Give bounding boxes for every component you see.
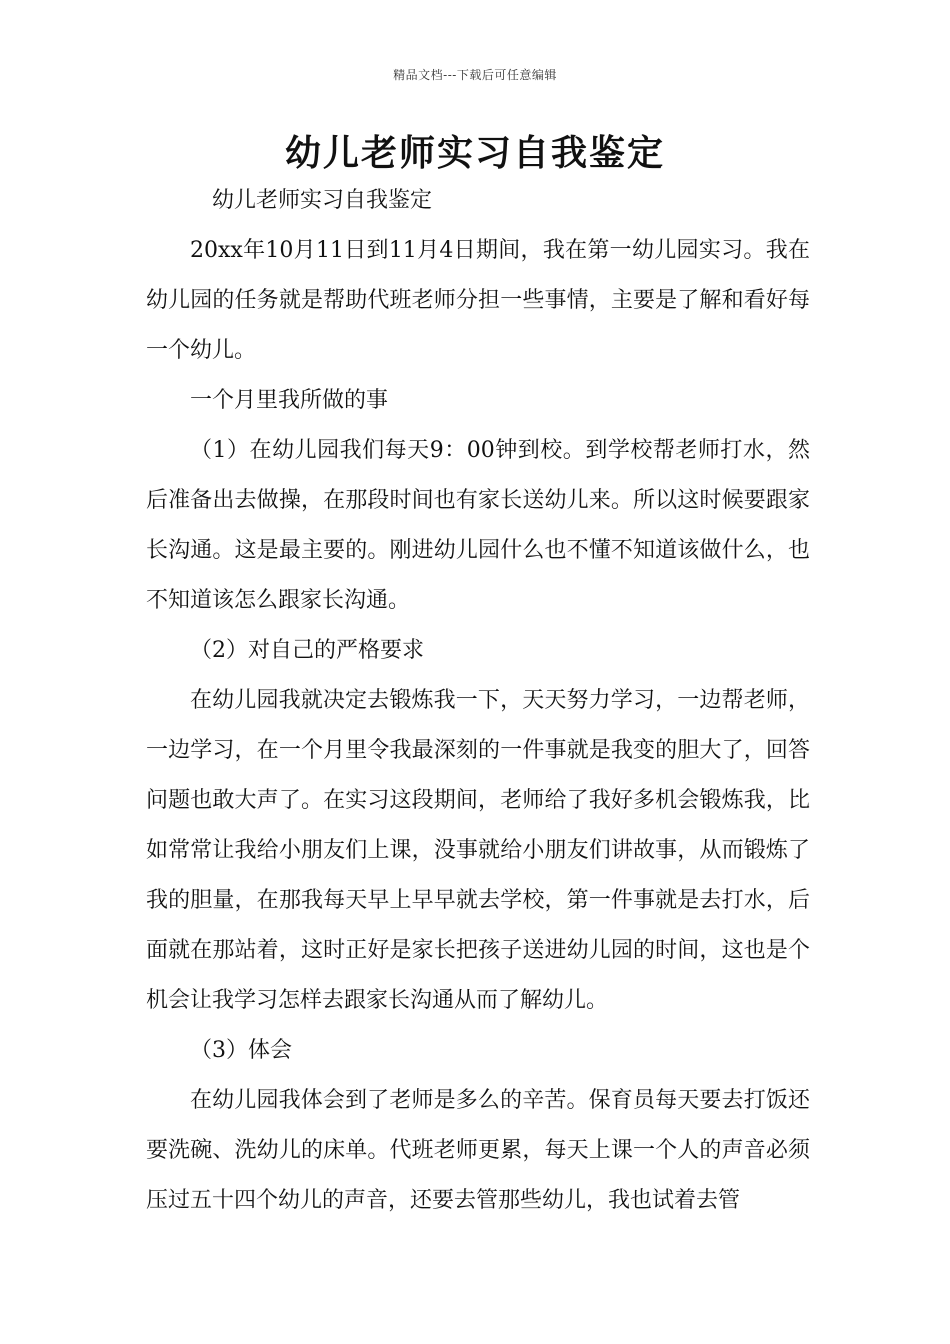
document-body (146, 176, 810, 1226)
body-paragraph: 在幼儿园我体会到了老师是多么的辛苦。保育员每天要去打饭还要洗碗、洗幼儿的床单。代班老师更累，每天上课一个人的声音必须压过五十四个幼儿的声音，还要去管那些幼儿，我也试着去管 (146, 1088, 810, 1213)
section-heading: 一个月里我所做的事 (190, 388, 389, 413)
body-paragraph: （1）在幼儿园我们每天9：00钟到校。到学校帮老师打水，然后准备出去做操，在那段时间也有家长送幼儿来。所以这时候要跟家长沟通。这是最主要的。刚进幼儿园什么也不懂不知道该做什么，也不知道该怎么跟家长沟通。 (146, 438, 810, 613)
section-heading: （3）体会 (190, 1038, 292, 1063)
section-heading: （2）对自己的严格要求 (190, 638, 424, 663)
body-paragraph: 20xx年10月11日到11月4日期间，我在第一幼儿园实习。我在幼儿园的任务就是帮助代班老师分担一些事情，主要是了解和看好每一个幼儿。 (146, 238, 810, 363)
document-title: 幼儿老师实习自我鉴定 (284, 132, 665, 174)
header-note: 精品文档---下载后可任意编辑 (393, 68, 557, 82)
subtitle-paragraph: 幼儿老师实习自我鉴定 (212, 188, 433, 213)
body-paragraph: 在幼儿园我就决定去锻炼我一下，天天努力学习，一边帮老师，一边学习，在一个月里令我最深刻的一件事就是我变的胆大了，回答问题也敢大声了。在实习这段期间，老师给了我好多机会锻炼我，比如常常让我给小朋友们上课，没事就给小朋友们讲故事，从而锻炼了我的胆量，在那我每天早上早早就去学校，第一件事就是去打水，后面就在那站着，这时正好是家长把孩子送进幼儿园的时间，这也是个机会让我学习怎样去跟家长沟通从而了解幼儿。 (146, 688, 810, 1013)
